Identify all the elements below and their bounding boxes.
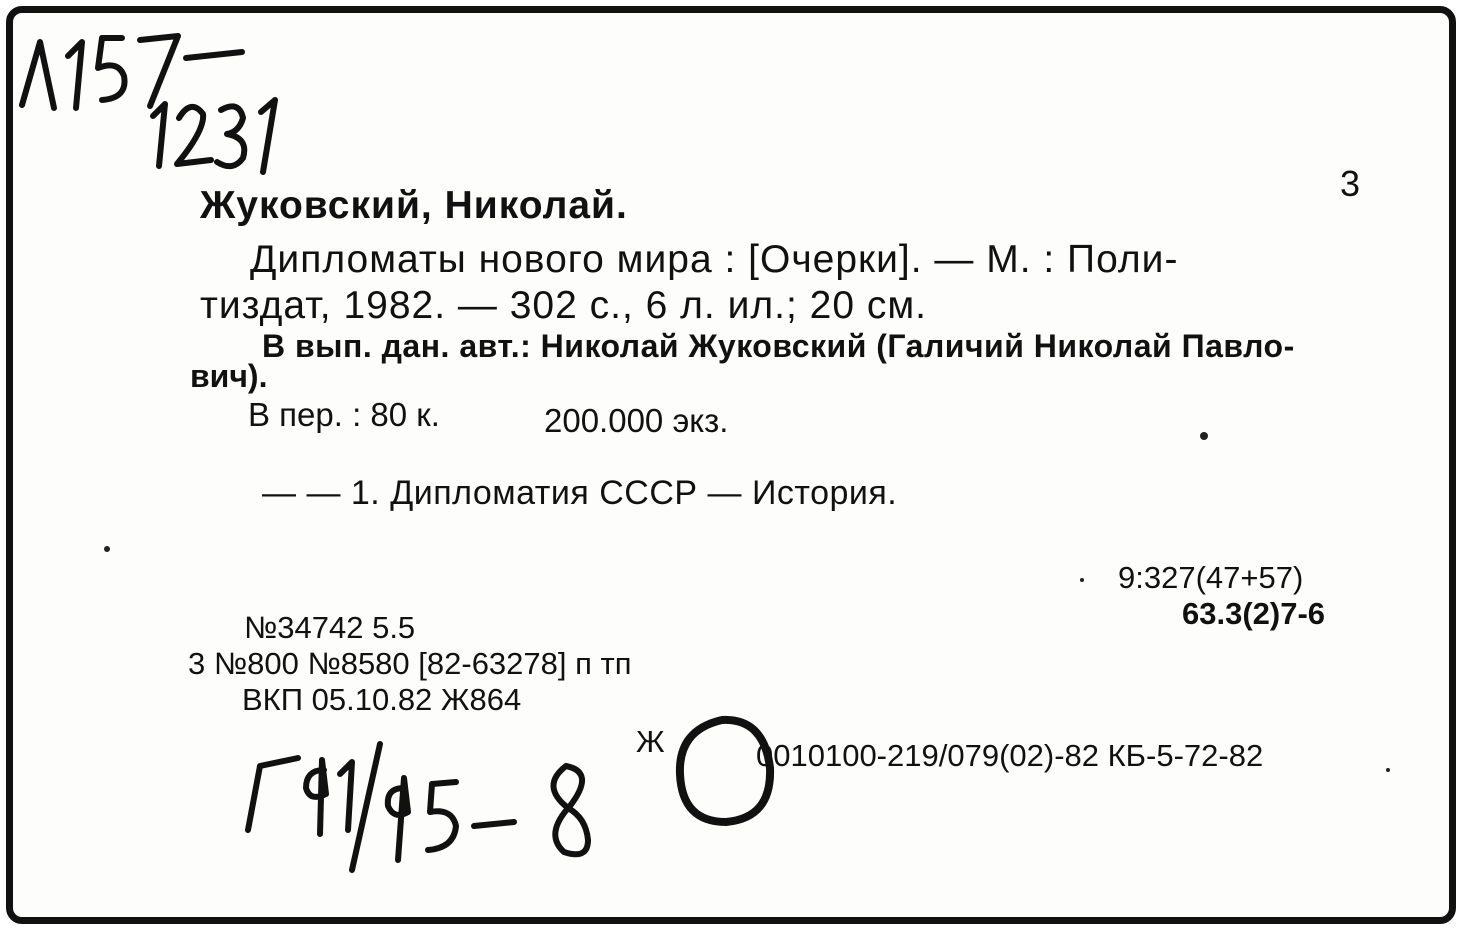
title-line-1: Дипломаты нового мира : [Очерки]. — М. : Поли- [250,238,1179,281]
note-line-2: вич). [190,358,268,394]
author-heading: Жуковский, Николай. [200,184,628,227]
subject-heading: — — 1. Дипломатия СССР — История. [262,474,898,512]
index-code: 0010100-219/079(02)-82 КБ-5-72-82 [756,738,1264,773]
note-line-1: В вып. дан. авт.: Николай Жуковский (Галичий Николай Павло- [262,328,1295,364]
ink-speck [1080,578,1084,582]
classification-bbk: 63.3(2)7-6 [1182,596,1326,631]
ink-speck [1200,432,1208,440]
print-run: 200.000 экз. [544,402,729,439]
zh-letter: Ж [636,724,665,759]
card-number: 3 [1340,163,1361,204]
hand-drawn-circle [670,712,780,832]
title-line-2: тиздат, 1982. — 302 с., 6 л. ил.; 20 см. [200,284,928,327]
order-line: 3 №800 №8580 [82-63278] п тп [188,646,632,681]
handwritten-number-1231 [135,80,305,190]
catalog-number: №34742 5.5 [244,610,416,645]
vkp-line: ВКП 05.10.82 Ж864 [242,682,522,717]
classification-udc: 9:327(47+57) [1118,560,1304,595]
ink-speck [1386,768,1390,772]
price-line: В пер. : 80 к. [248,396,440,433]
handwritten-code [226,730,626,880]
ink-speck [104,546,110,552]
